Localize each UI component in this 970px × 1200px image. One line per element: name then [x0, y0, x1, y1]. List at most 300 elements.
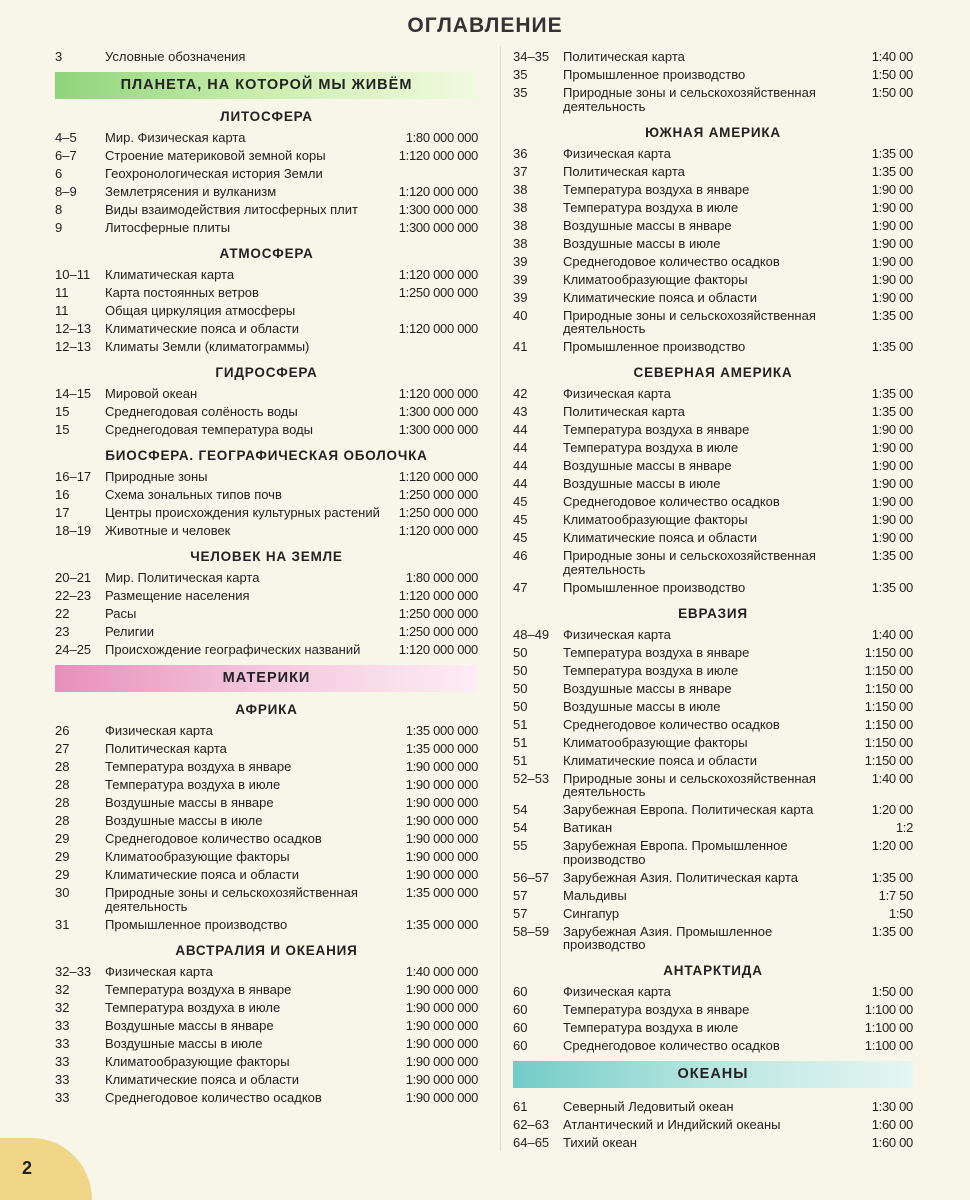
page-ref: 38 — [513, 217, 528, 233]
page-ref: 50 — [513, 662, 528, 678]
map-title: Расы — [105, 606, 137, 621]
map-scale: 1:50 00 — [871, 67, 913, 82]
map-title: Воздушные массы в январе — [563, 680, 732, 696]
page-ref: 44 — [513, 476, 528, 491]
map-title: Воздушные массы в январе — [563, 458, 732, 473]
section-heading: БИОСФЕРА. ГЕОГРАФИЧЕСКАЯ ОБОЛОЧКА — [105, 448, 428, 463]
page-ref: 28 — [55, 813, 70, 828]
page-ref: 31 — [55, 916, 70, 932]
map-title: Атлантический и Индийский океаны — [563, 1117, 781, 1132]
toc-entry — [513, 819, 913, 837]
part-heading-band: ПЛАНЕТА, НА КОТОРОЙ МЫ ЖИВЁМ — [55, 72, 478, 99]
page-ref: 8 — [55, 202, 63, 217]
toc-entry — [513, 84, 913, 116]
page-ref: 38 — [513, 235, 528, 251]
map-scale: 1:90 00 — [871, 253, 913, 269]
page-ref: 57 — [513, 905, 528, 921]
map-title: Климатообразующие факторы — [105, 1053, 290, 1069]
map-title: Температура воздуха в июле — [563, 440, 739, 455]
toc-entry — [513, 905, 913, 923]
section-heading: ЛИТОСФЕРА — [220, 109, 313, 124]
map-title: Воздушные массы в январе — [105, 1017, 274, 1033]
section-heading: ЮЖНАЯ АМЕРИКА — [645, 124, 781, 140]
map-title: Температура воздуха в январе — [563, 644, 750, 660]
map-scale: 1:60 00 — [871, 1135, 913, 1150]
map-scale: 1:150 00 — [864, 644, 913, 660]
page-ref: 26 — [55, 723, 70, 738]
map-scale: 1:150 00 — [864, 680, 913, 696]
page-title: ОГЛАВЛЕНИЕ — [407, 14, 563, 37]
map-title: Физическая карта — [105, 963, 213, 979]
map-title: Климатообразующие факторы — [563, 512, 748, 527]
map-scale: 1:150 00 — [864, 662, 913, 678]
map-scale: 1:35 00 — [871, 869, 913, 885]
map-scale: 1:35 000 000 — [405, 916, 478, 932]
page-ref: 54 — [513, 820, 528, 835]
toc-entry — [55, 468, 478, 486]
toc-right-column — [513, 48, 913, 1152]
map-title: Геохронологическая история Земли — [105, 166, 323, 181]
map-title: Воздушные массы в июле — [563, 235, 721, 251]
map-scale: 1:90 000 000 — [405, 759, 478, 774]
map-title: Физическая карта — [105, 723, 213, 738]
toc-entry — [513, 271, 913, 289]
map-title: Политическая карта — [563, 163, 685, 179]
map-title: Физическая карта — [563, 626, 671, 642]
toc-entry — [55, 338, 478, 356]
map-title: Промышленное производство — [105, 916, 288, 932]
page-ref: 24–25 — [55, 642, 92, 657]
toc-entry — [55, 385, 478, 403]
toc-entry — [513, 1037, 913, 1055]
map-title: Температура воздуха в январе — [563, 181, 750, 197]
section-heading: АНТАРКТИДА — [663, 963, 763, 978]
toc-entry — [55, 147, 478, 165]
map-title: Среднегодовое количество осадков — [105, 1089, 322, 1105]
section-heading: СЕВЕРНАЯ АМЕРИКА — [633, 365, 793, 380]
map-title: Зарубежная Европа. Промышленное производство — [563, 838, 788, 867]
toc-entry — [513, 716, 913, 734]
map-title: Землетрясения и вулканизм — [105, 184, 277, 199]
toc-entry — [513, 163, 913, 181]
map-title: Политическая карта — [563, 49, 685, 64]
map-scale: 1:90 00 — [871, 217, 913, 233]
map-scale: 1:90 00 — [871, 271, 913, 287]
map-scale: 1:80 000 000 — [405, 130, 478, 145]
toc-entry — [55, 284, 478, 302]
map-scale: 1:120 000 000 — [398, 267, 478, 282]
map-scale: 1:300 000 000 — [398, 220, 478, 235]
map-title: Литосферные плиты — [105, 220, 231, 235]
toc-entry — [513, 644, 913, 662]
map-scale: 1:90 000 000 — [405, 867, 478, 882]
page-ref: 44 — [513, 440, 528, 455]
page-ref: 11 — [55, 303, 69, 318]
map-scale: 1:35 00 — [871, 579, 913, 595]
map-scale: 1:100 00 — [864, 1038, 913, 1053]
map-title: Климатические пояса и области — [563, 289, 757, 305]
map-scale: 1:90 000 000 — [405, 813, 478, 828]
map-title: Температура воздуха в июле — [105, 999, 281, 1015]
map-scale: 1:35 00 — [871, 145, 913, 161]
toc-entry — [55, 916, 478, 934]
map-scale: 1:150 00 — [864, 752, 913, 768]
page-ref: 28 — [55, 777, 70, 792]
toc-entry — [55, 201, 478, 219]
toc-entry — [55, 1089, 478, 1107]
page-ref: 11 — [55, 285, 69, 300]
page-ref: 52–53 — [513, 770, 550, 786]
map-title: Температура воздуха в январе — [563, 422, 750, 437]
toc-entry — [513, 1134, 913, 1152]
toc-entry — [513, 338, 913, 356]
map-scale: 1:35 00 — [871, 307, 913, 323]
page-ref: 38 — [513, 199, 528, 215]
toc-entry — [513, 698, 913, 716]
map-title: Температура воздуха в июле — [563, 662, 739, 678]
map-scale: 1:300 000 000 — [398, 404, 478, 419]
toc-entry — [55, 587, 478, 605]
toc-entry — [55, 776, 478, 794]
page-ref: 34–35 — [513, 49, 550, 64]
page-ref: 8–9 — [55, 184, 77, 199]
map-scale: 1:35 000 000 — [405, 741, 478, 756]
map-scale: 1:120 000 000 — [398, 386, 478, 401]
section-heading: ГИДРОСФЕРА — [215, 365, 318, 380]
map-scale: 1:20 00 — [871, 838, 913, 853]
page-ref: 33 — [55, 1053, 70, 1069]
map-title: Природные зоны — [105, 469, 208, 484]
page-ref: 6–7 — [55, 148, 77, 163]
map-scale: 1:300 000 000 — [398, 422, 478, 437]
page-ref: 35 — [513, 67, 528, 82]
page-ref: 29 — [55, 867, 70, 882]
toc-entry — [513, 385, 913, 403]
map-title: Промышленное производство — [563, 579, 746, 595]
toc-entry — [513, 145, 913, 163]
toc-entry — [55, 1035, 478, 1053]
part-heading-band: ОКЕАНЫ — [513, 1061, 913, 1088]
section-heading: АФРИКА — [235, 702, 298, 717]
toc-entry — [55, 1053, 478, 1071]
toc-entry — [513, 403, 913, 421]
page-ref: 23 — [55, 624, 70, 639]
page-ref: 33 — [55, 1017, 70, 1033]
map-title: Природные зоны и сельскохозяйственная деятельность — [105, 885, 358, 914]
map-scale: 1:35 00 — [871, 404, 913, 419]
map-scale: 1:90 000 000 — [405, 1071, 478, 1087]
page-ref: 32–33 — [55, 963, 92, 979]
page-ref: 33 — [55, 1089, 70, 1105]
toc-entry — [513, 579, 913, 597]
map-title: Промышленное производство — [563, 67, 746, 82]
map-scale: 1:50 — [888, 905, 913, 921]
page-ref: 39 — [513, 271, 528, 287]
toc-entry — [513, 837, 913, 869]
page-ref: 27 — [55, 741, 70, 756]
map-title: Среднегодовое количество осадков — [563, 253, 780, 269]
page-ref: 3 — [55, 49, 63, 64]
map-title: Строение материковой земной коры — [105, 148, 326, 163]
page-ref: 14–15 — [55, 386, 92, 401]
page-ref: 29 — [55, 849, 70, 864]
map-title: Температура воздуха в июле — [563, 199, 739, 215]
map-scale: 1:90 00 — [871, 494, 913, 509]
map-title: Тихий океан — [563, 1135, 637, 1150]
map-scale: 1:120 000 000 — [398, 523, 478, 538]
map-scale: 1:120 000 000 — [398, 321, 478, 336]
toc-entry — [55, 522, 478, 540]
page-number: 2 — [22, 1158, 33, 1178]
page-ref: 54 — [513, 802, 528, 817]
toc-entry — [513, 511, 913, 529]
map-title: Климатическая карта — [105, 267, 235, 282]
map-scale: 1:250 000 000 — [398, 285, 478, 300]
toc-entry — [55, 999, 478, 1017]
toc-left-column — [55, 48, 478, 1107]
map-title: Размещение населения — [105, 588, 250, 603]
map-title: Физическая карта — [563, 386, 671, 401]
page-ref: 22 — [55, 606, 70, 621]
map-title: Природные зоны и сельскохозяйственная деятельность — [563, 85, 816, 114]
toc-entry — [513, 1116, 913, 1134]
map-title: Зарубежная Азия. Промышленное производство — [563, 923, 773, 952]
map-title: Климатообразующие факторы — [563, 271, 748, 287]
page-ref: 38 — [513, 181, 528, 197]
map-scale: 1:250 000 000 — [398, 606, 478, 621]
toc-entry — [513, 626, 913, 644]
map-title: Воздушные массы в июле — [563, 476, 721, 491]
map-scale: 1:90 000 000 — [405, 1053, 478, 1069]
toc-entry — [55, 320, 478, 338]
map-scale: 1:35 00 — [871, 386, 913, 401]
toc-entry — [513, 1019, 913, 1037]
page-ref: 32 — [55, 999, 70, 1015]
map-title: Мир. Физическая карта — [105, 130, 246, 145]
map-title: Климатические пояса и области — [105, 867, 299, 882]
map-title: Климаты Земли (климатограммы) — [105, 339, 310, 354]
page-ref: 12–13 — [55, 321, 92, 336]
map-title: Северный Ледовитый океан — [563, 1099, 734, 1114]
page-ref: 39 — [513, 289, 528, 305]
map-scale: 1:100 00 — [864, 1002, 913, 1017]
map-scale: 1:90 000 000 — [405, 1089, 478, 1105]
page-ref: 46 — [513, 548, 528, 563]
map-title: Климатические пояса и области — [105, 321, 299, 336]
map-scale: 1:250 000 000 — [398, 487, 478, 502]
map-scale: 1:90 00 — [871, 181, 913, 197]
page-ref: 51 — [513, 752, 528, 768]
map-scale: 1:50 00 — [871, 85, 913, 100]
toc-entry — [513, 493, 913, 511]
map-scale: 1:90 000 000 — [405, 1017, 478, 1033]
toc-entry — [513, 923, 913, 955]
map-scale: 1:2 — [895, 820, 913, 835]
map-title: Ватикан — [563, 820, 613, 835]
section-heading: ЕВРАЗИЯ — [678, 605, 748, 621]
toc-entry — [55, 740, 478, 758]
map-scale: 1:50 00 — [871, 984, 913, 999]
map-title: Климатообразующие факторы — [105, 849, 290, 864]
page-ref: 28 — [55, 759, 70, 774]
page-ref: 33 — [55, 1035, 70, 1051]
map-title: Политическая карта — [105, 741, 227, 756]
toc-entry — [513, 253, 913, 271]
page-ref: 28 — [55, 795, 70, 810]
toc-entry — [513, 307, 913, 339]
toc-entry — [55, 848, 478, 866]
page-ref: 40 — [513, 307, 528, 323]
section-heading: АВСТРАЛИЯ И ОКЕАНИЯ — [175, 942, 358, 958]
toc-entry — [513, 181, 913, 199]
toc-entry — [55, 302, 478, 320]
map-title: Религии — [105, 624, 155, 639]
page-ref: 33 — [55, 1071, 70, 1087]
map-title: Мальдивы — [563, 887, 627, 903]
toc-entry — [513, 869, 913, 887]
map-scale: 1:90 000 000 — [405, 795, 478, 810]
toc-entry — [55, 623, 478, 641]
map-title: Климатические пояса и области — [105, 1071, 299, 1087]
toc-entry — [513, 421, 913, 439]
page-ref: 42 — [513, 386, 528, 401]
toc-entry — [513, 887, 913, 905]
toc-entry — [55, 866, 478, 884]
map-title: Температура воздуха в июле — [105, 777, 281, 792]
section-heading: АТМОСФЕРА — [219, 246, 314, 261]
map-scale: 1:90 000 000 — [405, 777, 478, 792]
map-scale: 1:90 00 — [871, 422, 913, 437]
map-scale: 1:35 00 — [871, 923, 913, 939]
toc-entry — [55, 722, 478, 740]
map-title: Воздушные массы в июле — [563, 698, 721, 714]
map-scale: 1:150 00 — [864, 734, 913, 750]
map-scale: 1:80 000 000 — [405, 570, 478, 585]
map-title: Политическая карта — [563, 404, 685, 419]
page-ref: 9 — [55, 220, 63, 235]
toc-entry — [513, 235, 913, 253]
map-title: Воздушные массы в январе — [105, 795, 274, 810]
map-title: Природные зоны и сельскохозяйственная деятельность — [563, 548, 816, 577]
toc-entry — [513, 801, 913, 819]
toc-entry — [55, 129, 478, 147]
page-ref: 32 — [55, 981, 70, 997]
toc-entry — [513, 289, 913, 307]
toc-entry — [55, 421, 478, 439]
map-scale: 1:40 000 000 — [405, 963, 478, 979]
page-ref: 45 — [513, 512, 528, 527]
toc-entry — [513, 217, 913, 235]
map-title: Природные зоны и сельскохозяйственная деятельность — [563, 307, 816, 336]
toc-entry — [513, 199, 913, 217]
map-scale: 1:90 00 — [871, 530, 913, 545]
map-scale: 1:90 00 — [871, 476, 913, 491]
page-ref: 55 — [513, 838, 528, 853]
map-scale: 1:250 000 000 — [398, 505, 478, 520]
toc-entry — [55, 403, 478, 421]
toc-entry — [513, 752, 913, 770]
map-scale: 1:120 000 000 — [398, 642, 478, 657]
map-scale: 1:40 00 — [871, 49, 913, 64]
map-title: Климатообразующие факторы — [563, 734, 748, 750]
map-title: Физическая карта — [563, 984, 671, 999]
toc-entry — [513, 48, 913, 66]
map-title: Среднегодовая температура воды — [105, 422, 313, 437]
toc-entry — [513, 66, 913, 84]
toc-entry — [55, 794, 478, 812]
toc-entry — [55, 605, 478, 623]
toc-entry — [55, 1017, 478, 1035]
page-ref: 64–65 — [513, 1135, 550, 1150]
map-title: Мировой океан — [105, 386, 198, 401]
page-ref: 62–63 — [513, 1117, 550, 1132]
map-title: Природные зоны и сельскохозяйственная деятельность — [563, 770, 816, 799]
page-ref: 4–5 — [55, 130, 77, 145]
map-scale: 1:90 00 — [871, 235, 913, 251]
map-title: Условные обозначения — [105, 49, 246, 64]
map-title: Карта постоянных ветров — [105, 285, 259, 300]
toc-entry — [55, 1071, 478, 1089]
page-ref: 15 — [55, 404, 70, 419]
map-scale: 1:90 000 000 — [405, 999, 478, 1015]
toc-entry — [513, 734, 913, 752]
toc-entry — [513, 439, 913, 457]
page-ref: 36 — [513, 145, 528, 161]
map-scale: 1:300 000 000 — [398, 202, 478, 217]
page-ref: 51 — [513, 716, 528, 732]
map-title: Воздушные массы в июле — [105, 1035, 263, 1051]
page-ref: 58–59 — [513, 923, 550, 939]
page-ref: 50 — [513, 680, 528, 696]
page-ref: 45 — [513, 494, 528, 509]
page-ref: 60 — [513, 1002, 528, 1017]
map-scale: 1:150 00 — [864, 716, 913, 732]
page-ref: 44 — [513, 458, 528, 473]
map-title: Зарубежная Азия. Политическая карта — [563, 869, 799, 885]
toc-entry — [513, 983, 913, 1001]
toc-entry — [513, 529, 913, 547]
map-scale: 1:20 00 — [871, 802, 913, 817]
map-title: Среднегодовая солёность воды — [105, 404, 298, 419]
map-scale: 1:250 000 000 — [398, 624, 478, 639]
map-title: Центры происхождения культурных растений — [105, 505, 380, 520]
toc-entry — [55, 641, 478, 659]
map-title: Мир. Политическая карта — [105, 570, 260, 585]
toc-entry — [55, 884, 478, 916]
page-ref: 18–19 — [55, 523, 92, 538]
column-divider — [500, 46, 501, 1151]
toc-entry — [513, 662, 913, 680]
map-title: Климатические пояса и области — [563, 530, 757, 545]
map-title: Зарубежная Европа. Политическая карта — [563, 802, 814, 817]
toc-entry — [513, 457, 913, 475]
map-scale: 1:90 00 — [871, 199, 913, 215]
map-title: Происхождение географических названий — [105, 642, 361, 657]
map-title: Физическая карта — [563, 145, 671, 161]
page-ref: 12–13 — [55, 339, 92, 354]
map-scale: 1:40 00 — [871, 626, 913, 642]
page-ref: 29 — [55, 831, 70, 846]
toc-entry — [55, 812, 478, 830]
page-ref: 56–57 — [513, 869, 550, 885]
map-scale: 1:90 000 000 — [405, 981, 478, 997]
page-ref: 39 — [513, 253, 528, 269]
page-ref: 60 — [513, 1020, 528, 1035]
map-scale: 1:35 00 — [871, 548, 913, 563]
page-ref: 44 — [513, 422, 528, 437]
map-title: Воздушные массы в июле — [105, 813, 263, 828]
toc-entry — [513, 1098, 913, 1116]
